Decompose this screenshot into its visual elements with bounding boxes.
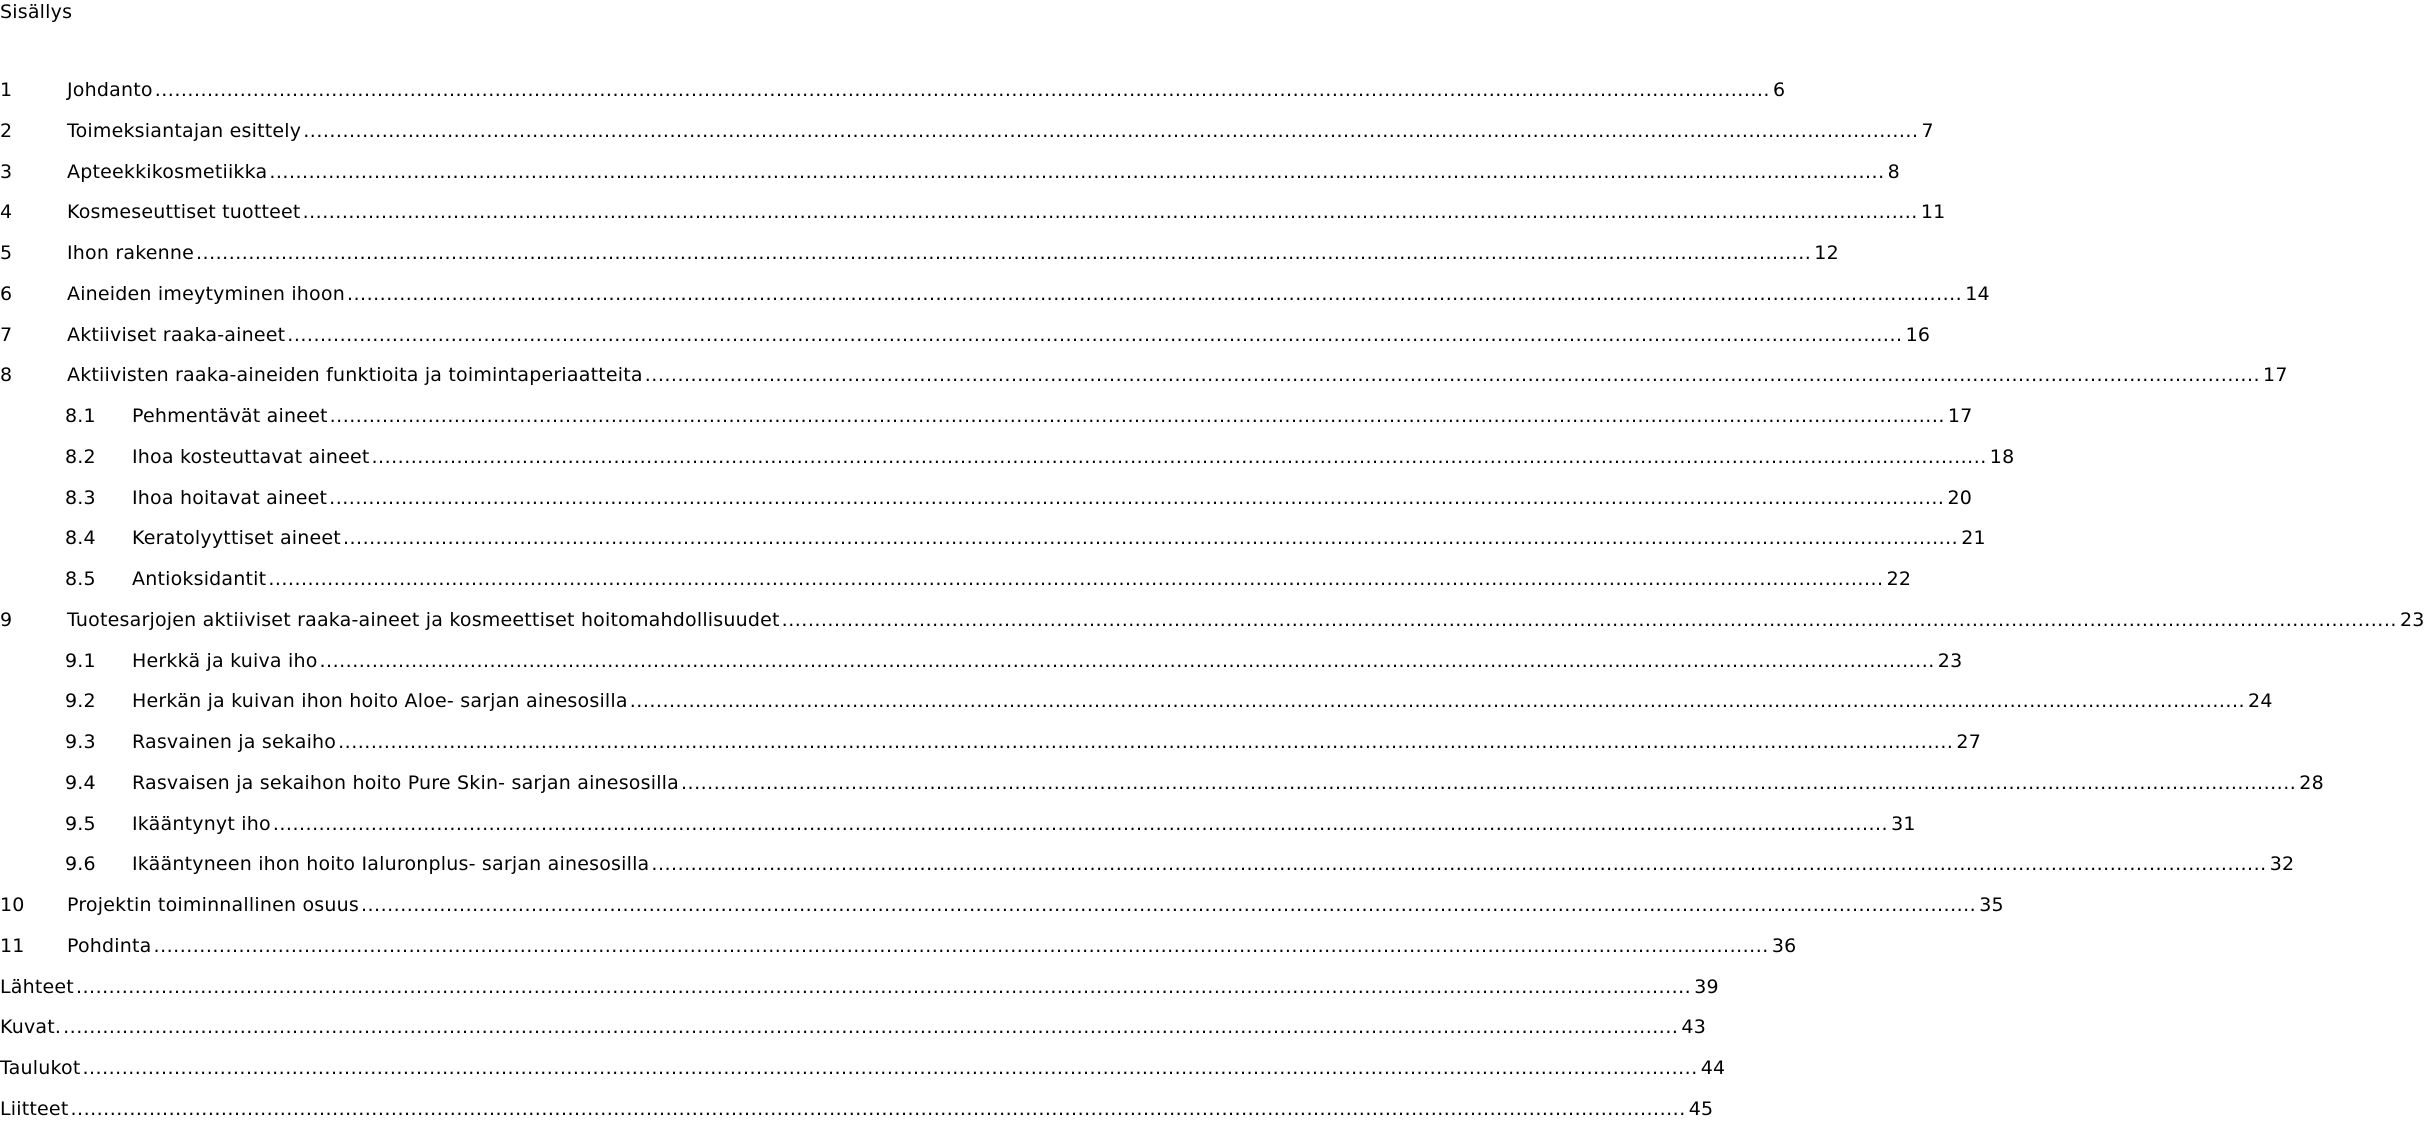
toc-entry-title: Antioksidantit [132, 568, 267, 590]
toc-dot-leader: ....................................................................................................................................................................................................................................................... [346, 282, 1963, 305]
toc-entry-page-number: 24 [2248, 690, 2273, 713]
toc-entry-title: Liitteet [0, 1097, 69, 1120]
toc-entry-page-number: 43 [1681, 1016, 1706, 1039]
toc-dot-leader: ....................................................................................................................................................................................................................................................... [70, 1097, 1686, 1120]
toc-entry[interactable] [0, 933, 1797, 959]
toc-dot-leader: ....................................................................................................................................................................................................................................................... [371, 445, 1987, 468]
toc-entry-number: 2 [0, 119, 13, 142]
toc-dot-leader: ....................................................................................................................................................................................................................................................... [287, 323, 1903, 346]
toc-entry-title: Taulukot [0, 1057, 81, 1079]
toc-entry-title: Ikääntynyt iho [132, 812, 271, 835]
toc-entry-page-number: 39 [1694, 975, 1719, 998]
toc-entry-title: Aktiiviset raaka-aineet [67, 323, 286, 346]
toc-entry-page-number: 23 [1937, 649, 1963, 672]
toc-entry-title: Aineiden imeytyminen ihoon [67, 282, 345, 305]
toc-entry[interactable] [0, 77, 1786, 103]
toc-entry-title: Toimeksiantajan esittely [67, 119, 302, 142]
toc-entry-page-number: 32 [2269, 853, 2295, 876]
toc-entry[interactable] [0, 525, 1986, 551]
toc-entry-title: Johdanto [67, 79, 153, 101]
toc-dot-leader: ....................................................................................................................................................................................................................................................... [329, 486, 1945, 509]
toc-entry-number: 9 [0, 608, 13, 631]
toc-entry-page-number: 6 [1772, 79, 1786, 101]
toc-entry[interactable] [0, 1055, 1726, 1081]
toc-entry-page-number: 12 [1814, 242, 1839, 264]
toc-entry-title: Ihoa kosteuttavat aineet [132, 445, 370, 468]
toc-entry-page-number: 22 [1886, 568, 1912, 590]
toc-entry-title: Aktiivisten raaka-aineiden funktioita ja toimintaperiaatteita [67, 364, 643, 387]
toc-entry-page-number: 23 [2399, 608, 2425, 631]
toc-entry-number: 7 [0, 323, 13, 346]
toc-dot-leader: ....................................................................................................................................................................................................................................................... [272, 812, 1889, 835]
toc-entry[interactable] [0, 892, 2004, 918]
toc-entry[interactable] [0, 281, 1990, 307]
toc-entry[interactable] [0, 648, 1963, 674]
toc-entry-page-number: 16 [1905, 323, 1931, 346]
toc-entry-number: 9.2 [65, 690, 96, 713]
toc-entry-title: Herkän ja kuivan ihon hoito Aloe- sarjan ainesosilla [132, 690, 628, 713]
toc-entry-number: 5 [0, 242, 13, 264]
toc-dot-leader: ....................................................................................................................................................................................................................................................... [63, 1016, 1679, 1039]
toc-dot-leader: ....................................................................................................................................................................................................................................................... [329, 405, 1945, 427]
toc-entry-number: 9.5 [65, 812, 96, 835]
toc-entry-number: 9.6 [65, 853, 96, 876]
toc-dot-leader: ....................................................................................................................................................................................................................................................... [82, 1057, 1698, 1079]
toc-entry-page-number: 45 [1688, 1097, 1714, 1120]
toc-entry-title: Pohdinta [67, 934, 152, 957]
toc-entry-number: 4 [0, 201, 13, 224]
toc-entry[interactable] [0, 1014, 1706, 1040]
toc-dot-leader: ....................................................................................................................................................................................................................................................... [75, 975, 1692, 998]
toc-entry-title: Ihoa hoitavat aineet [132, 486, 328, 509]
toc-entry-page-number: 36 [1771, 934, 1797, 957]
toc-entry-title: Ihon rakenne [67, 242, 194, 264]
toc-dot-leader: ....................................................................................................................................................................................................................................................... [302, 201, 1918, 224]
toc-dot-leader: ....................................................................................................................................................................................................................................................... [153, 934, 1769, 957]
toc-dot-leader: ....................................................................................................................................................................................................................................................... [360, 894, 1977, 916]
toc-entry-title: Herkkä ja kuiva iho [132, 649, 318, 672]
toc-dot-leader: ....................................................................................................................................................................................................................................................... [338, 731, 1954, 753]
page-title: Sisällys [0, 1, 73, 23]
toc-entry-title: Projektin toiminnallinen osuus [67, 894, 359, 916]
toc-entry-number: 8.3 [65, 486, 96, 509]
toc-entry[interactable] [0, 1096, 1714, 1122]
toc-dot-leader: ....................................................................................................................................................................................................................................................... [319, 649, 1935, 672]
toc-dot-leader: ....................................................................................................................................................................................................................................................... [651, 853, 2267, 876]
toc-entry-title: Rasvaisen ja sekaihon hoito Pure Skin- sarjan ainesosilla [132, 771, 679, 794]
toc-dot-leader: ....................................................................................................................................................................................................................................................... [629, 690, 2246, 713]
toc-entry[interactable] [0, 403, 1973, 429]
toc-entry-title: Lähteet [0, 975, 74, 998]
toc-entry[interactable] [0, 444, 2015, 470]
toc-entry-number: 8.2 [65, 445, 96, 468]
toc-entry[interactable] [0, 811, 1916, 837]
toc-entry-number: 8.4 [65, 527, 96, 550]
toc-entry[interactable] [0, 974, 1719, 1000]
toc-entry-title: Keratolyyttiset aineet [132, 527, 341, 550]
toc-entry[interactable] [0, 159, 1900, 185]
toc-entry[interactable] [0, 118, 1934, 144]
toc-entry-title: Kosmeseuttiset tuotteet [67, 201, 301, 224]
toc-entry-page-number: 17 [1947, 405, 1973, 427]
toc-entry-number: 9.3 [65, 731, 96, 753]
toc-entry-page-number: 28 [2299, 771, 2324, 794]
toc-entry[interactable] [0, 566, 1912, 592]
toc-entry-number: 8 [0, 364, 13, 387]
toc-entry-page-number: 7 [1921, 119, 1934, 142]
toc-entry[interactable] [0, 322, 1931, 348]
toc-entry[interactable] [0, 362, 2288, 388]
toc-dot-leader: ....................................................................................................................................................................................................................................................... [303, 119, 1919, 142]
toc-entry-number: 3 [0, 160, 13, 183]
toc-entry-page-number: 11 [1920, 201, 1946, 224]
toc-entry-title: Tuotesarjojen aktiiviset raaka-aineet ja kosmeettiset hoitomahdollisuudet [67, 608, 780, 631]
toc-entry-title: Ikääntyneen ihon hoito Ialuronplus- sarjan ainesosilla [132, 853, 650, 876]
toc-entry-number: 11 [0, 934, 25, 957]
toc-entry[interactable] [0, 851, 2295, 877]
toc-entry[interactable] [0, 485, 1973, 511]
toc-entry-page-number: 20 [1947, 486, 1973, 509]
toc-entry-number: 6 [0, 282, 13, 305]
toc-entry[interactable] [0, 240, 1839, 266]
toc-entry-title: Apteekkikosmetiikka [67, 160, 268, 183]
toc-entry-title: Kuvat. [0, 1016, 62, 1039]
toc-entry[interactable] [0, 199, 1946, 225]
toc-entry-number: 1 [0, 79, 13, 101]
toc-entry-number: 9.1 [65, 649, 96, 672]
toc-entry-title: Rasvainen ja sekaiho [132, 731, 337, 753]
toc-entry-number: 9.4 [65, 771, 96, 794]
toc-dot-leader: ....................................................................................................................................................................................................................................................... [342, 527, 1959, 550]
toc-entry[interactable] [0, 688, 2273, 714]
toc-entry[interactable] [0, 607, 2425, 633]
toc-entry-page-number: 31 [1891, 812, 1916, 835]
toc-entry-number: 8.5 [65, 568, 96, 590]
toc-entry-page-number: 8 [1887, 160, 1900, 183]
toc-dot-leader: ....................................................................................................................................................................................................................................................... [644, 364, 2261, 387]
toc-dot-leader: ....................................................................................................................................................................................................................................................... [269, 160, 1885, 183]
toc-entry-page-number: 14 [1965, 282, 1990, 305]
toc-entry-page-number: 35 [1979, 894, 2004, 916]
toc-entry-page-number: 17 [2263, 364, 2288, 387]
toc-entry-number: 10 [0, 894, 25, 916]
toc-dot-leader: ....................................................................................................................................................................................................................................................... [681, 771, 2297, 794]
toc-dot-leader: ....................................................................................................................................................................................................................................................... [268, 568, 1884, 590]
toc-entry[interactable] [0, 770, 2324, 796]
toc-dot-leader: ....................................................................................................................................................................................................................................................... [196, 242, 1812, 264]
toc-entry-page-number: 18 [1989, 445, 2015, 468]
toc-entry-page-number: 21 [1961, 527, 1986, 550]
toc-entry-page-number: 27 [1956, 731, 1981, 753]
toc-dot-leader: ....................................................................................................................................................................................................................................................... [781, 608, 2397, 631]
toc-entry[interactable] [0, 729, 1981, 755]
toc-entry-title: Pehmentävät aineet [132, 405, 328, 427]
toc-entry-number: 8.1 [65, 405, 96, 427]
toc-entry-page-number: 44 [1700, 1057, 1726, 1079]
toc-dot-leader: ....................................................................................................................................................................................................................................................... [154, 79, 1770, 101]
